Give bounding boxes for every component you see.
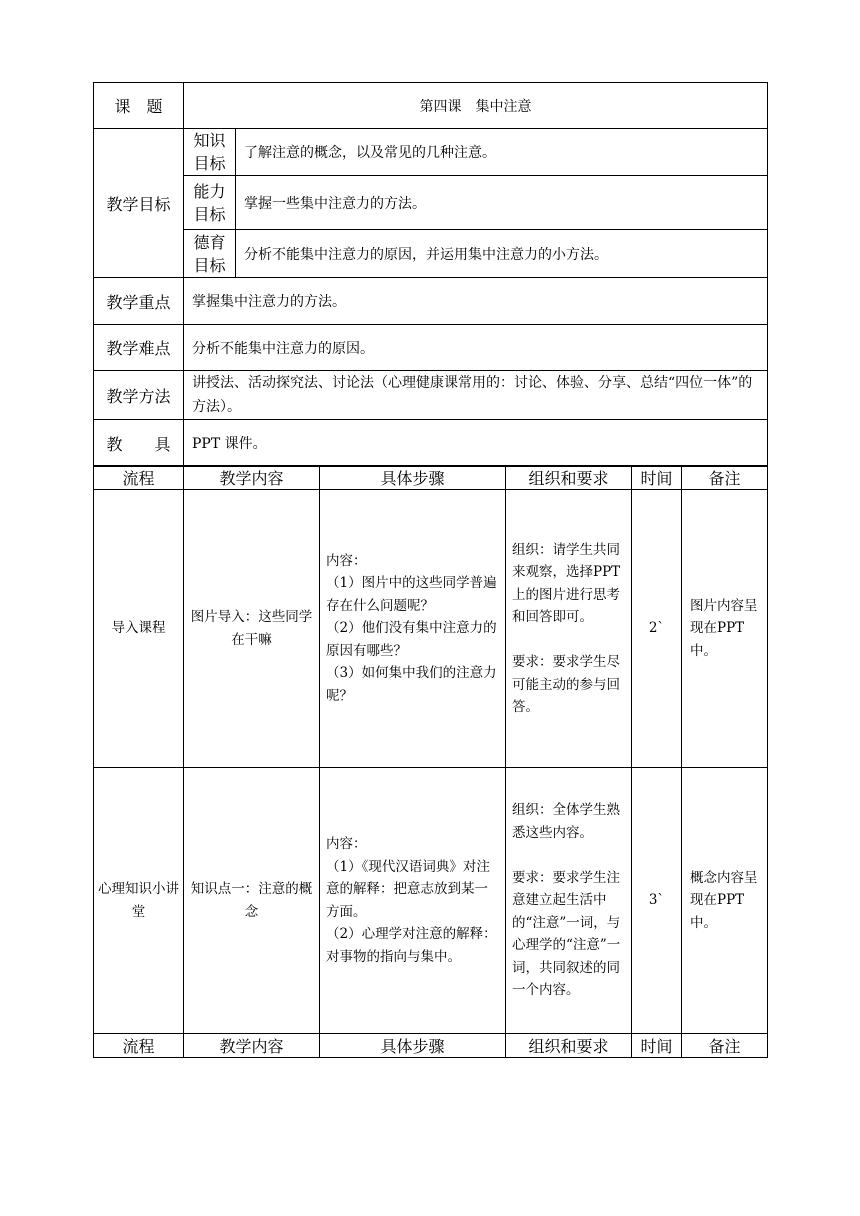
method-text: 讲授法、活动探究法、讨论法（心理健康课常用的：讨论、体验、分享、总结“四位一体”的方法）。 <box>184 371 768 420</box>
process-table <box>93 465 768 1058</box>
goal-moral-label: 德育 目标 <box>184 230 236 278</box>
footer-header-content: 教学内容 <box>184 1034 320 1058</box>
row-content: 知识点一：注意的概念 <box>184 768 320 1034</box>
header-note: 备注 <box>682 466 768 490</box>
lesson-info-table <box>93 82 768 467</box>
row-note: 图片内容呈现在PPT 中。 <box>682 490 768 768</box>
tools-text: PPT 课件。 <box>184 420 768 467</box>
row-org: 组织：全体学生熟悉这些内容。 要求：要求学生注意建立起生活中的“注意”一词，与心理学的“注意”一词，共同叙述的同一个内容。 <box>506 768 632 1034</box>
row-org: 组织：请学生共同来观察，选择PPT 上的图片进行思考和回答即可。 要求：要求学生尽可能主动的参与回答。 <box>506 490 632 768</box>
tools-label: 教 具 <box>94 420 184 467</box>
row-flow: 心理知识小讲堂 <box>94 768 184 1034</box>
row-steps: 内容： （1）图片中的这些同学普遍存在什么问题呢？ （2）他们没有集中注意力的原因有哪些？ （3）如何集中我们的注意力呢？ <box>320 490 506 768</box>
difficulty-label: 教学难点 <box>94 325 184 371</box>
table-row <box>94 768 768 1034</box>
footer-header-note: 备注 <box>682 1034 768 1058</box>
topic-label: 课 题 <box>94 83 184 129</box>
row-time: 3` <box>632 768 682 1034</box>
row-content: 图片导入：这些同学在干嘛 <box>184 490 320 768</box>
header-org: 组织和要求 <box>506 466 632 490</box>
process-footer-header-row <box>94 1034 768 1058</box>
goal-moral-text: 分析不能集中注意力的原因，并运用集中注意力的小方法。 <box>236 230 768 278</box>
row-flow: 导入课程 <box>94 490 184 768</box>
goals-label: 教学目标 <box>94 129 184 278</box>
row-time: 2` <box>632 490 682 768</box>
goal-ability-text: 掌握一些集中注意力的方法。 <box>236 176 768 230</box>
header-time: 时间 <box>632 466 682 490</box>
header-flow: 流程 <box>94 466 184 490</box>
topic-value: 第四课 集中注意 <box>184 83 768 129</box>
header-steps: 具体步骤 <box>320 466 506 490</box>
goal-ability-label: 能力 目标 <box>184 176 236 230</box>
difficulty-text: 分析不能集中注意力的原因。 <box>184 325 768 371</box>
footer-header-flow: 流程 <box>94 1034 184 1058</box>
footer-header-steps: 具体步骤 <box>320 1034 506 1058</box>
table-row <box>94 490 768 768</box>
key-point-label: 教学重点 <box>94 278 184 325</box>
key-point-text: 掌握集中注意力的方法。 <box>184 278 768 325</box>
row-note: 概念内容呈现在PPT 中。 <box>682 768 768 1034</box>
goal-knowledge-text: 了解注意的概念，以及常见的几种注意。 <box>236 129 768 176</box>
process-header-row <box>94 466 768 490</box>
goal-knowledge-label: 知识 目标 <box>184 129 236 176</box>
header-content: 教学内容 <box>184 466 320 490</box>
footer-header-time: 时间 <box>632 1034 682 1058</box>
footer-header-org: 组织和要求 <box>506 1034 632 1058</box>
method-label: 教学方法 <box>94 371 184 420</box>
row-steps: 内容： （1）《现代汉语词典》对注意的解释：把意志放到某一方面。 （2）心理学对注意的解释：对事物的指向与集中。 <box>320 768 506 1034</box>
